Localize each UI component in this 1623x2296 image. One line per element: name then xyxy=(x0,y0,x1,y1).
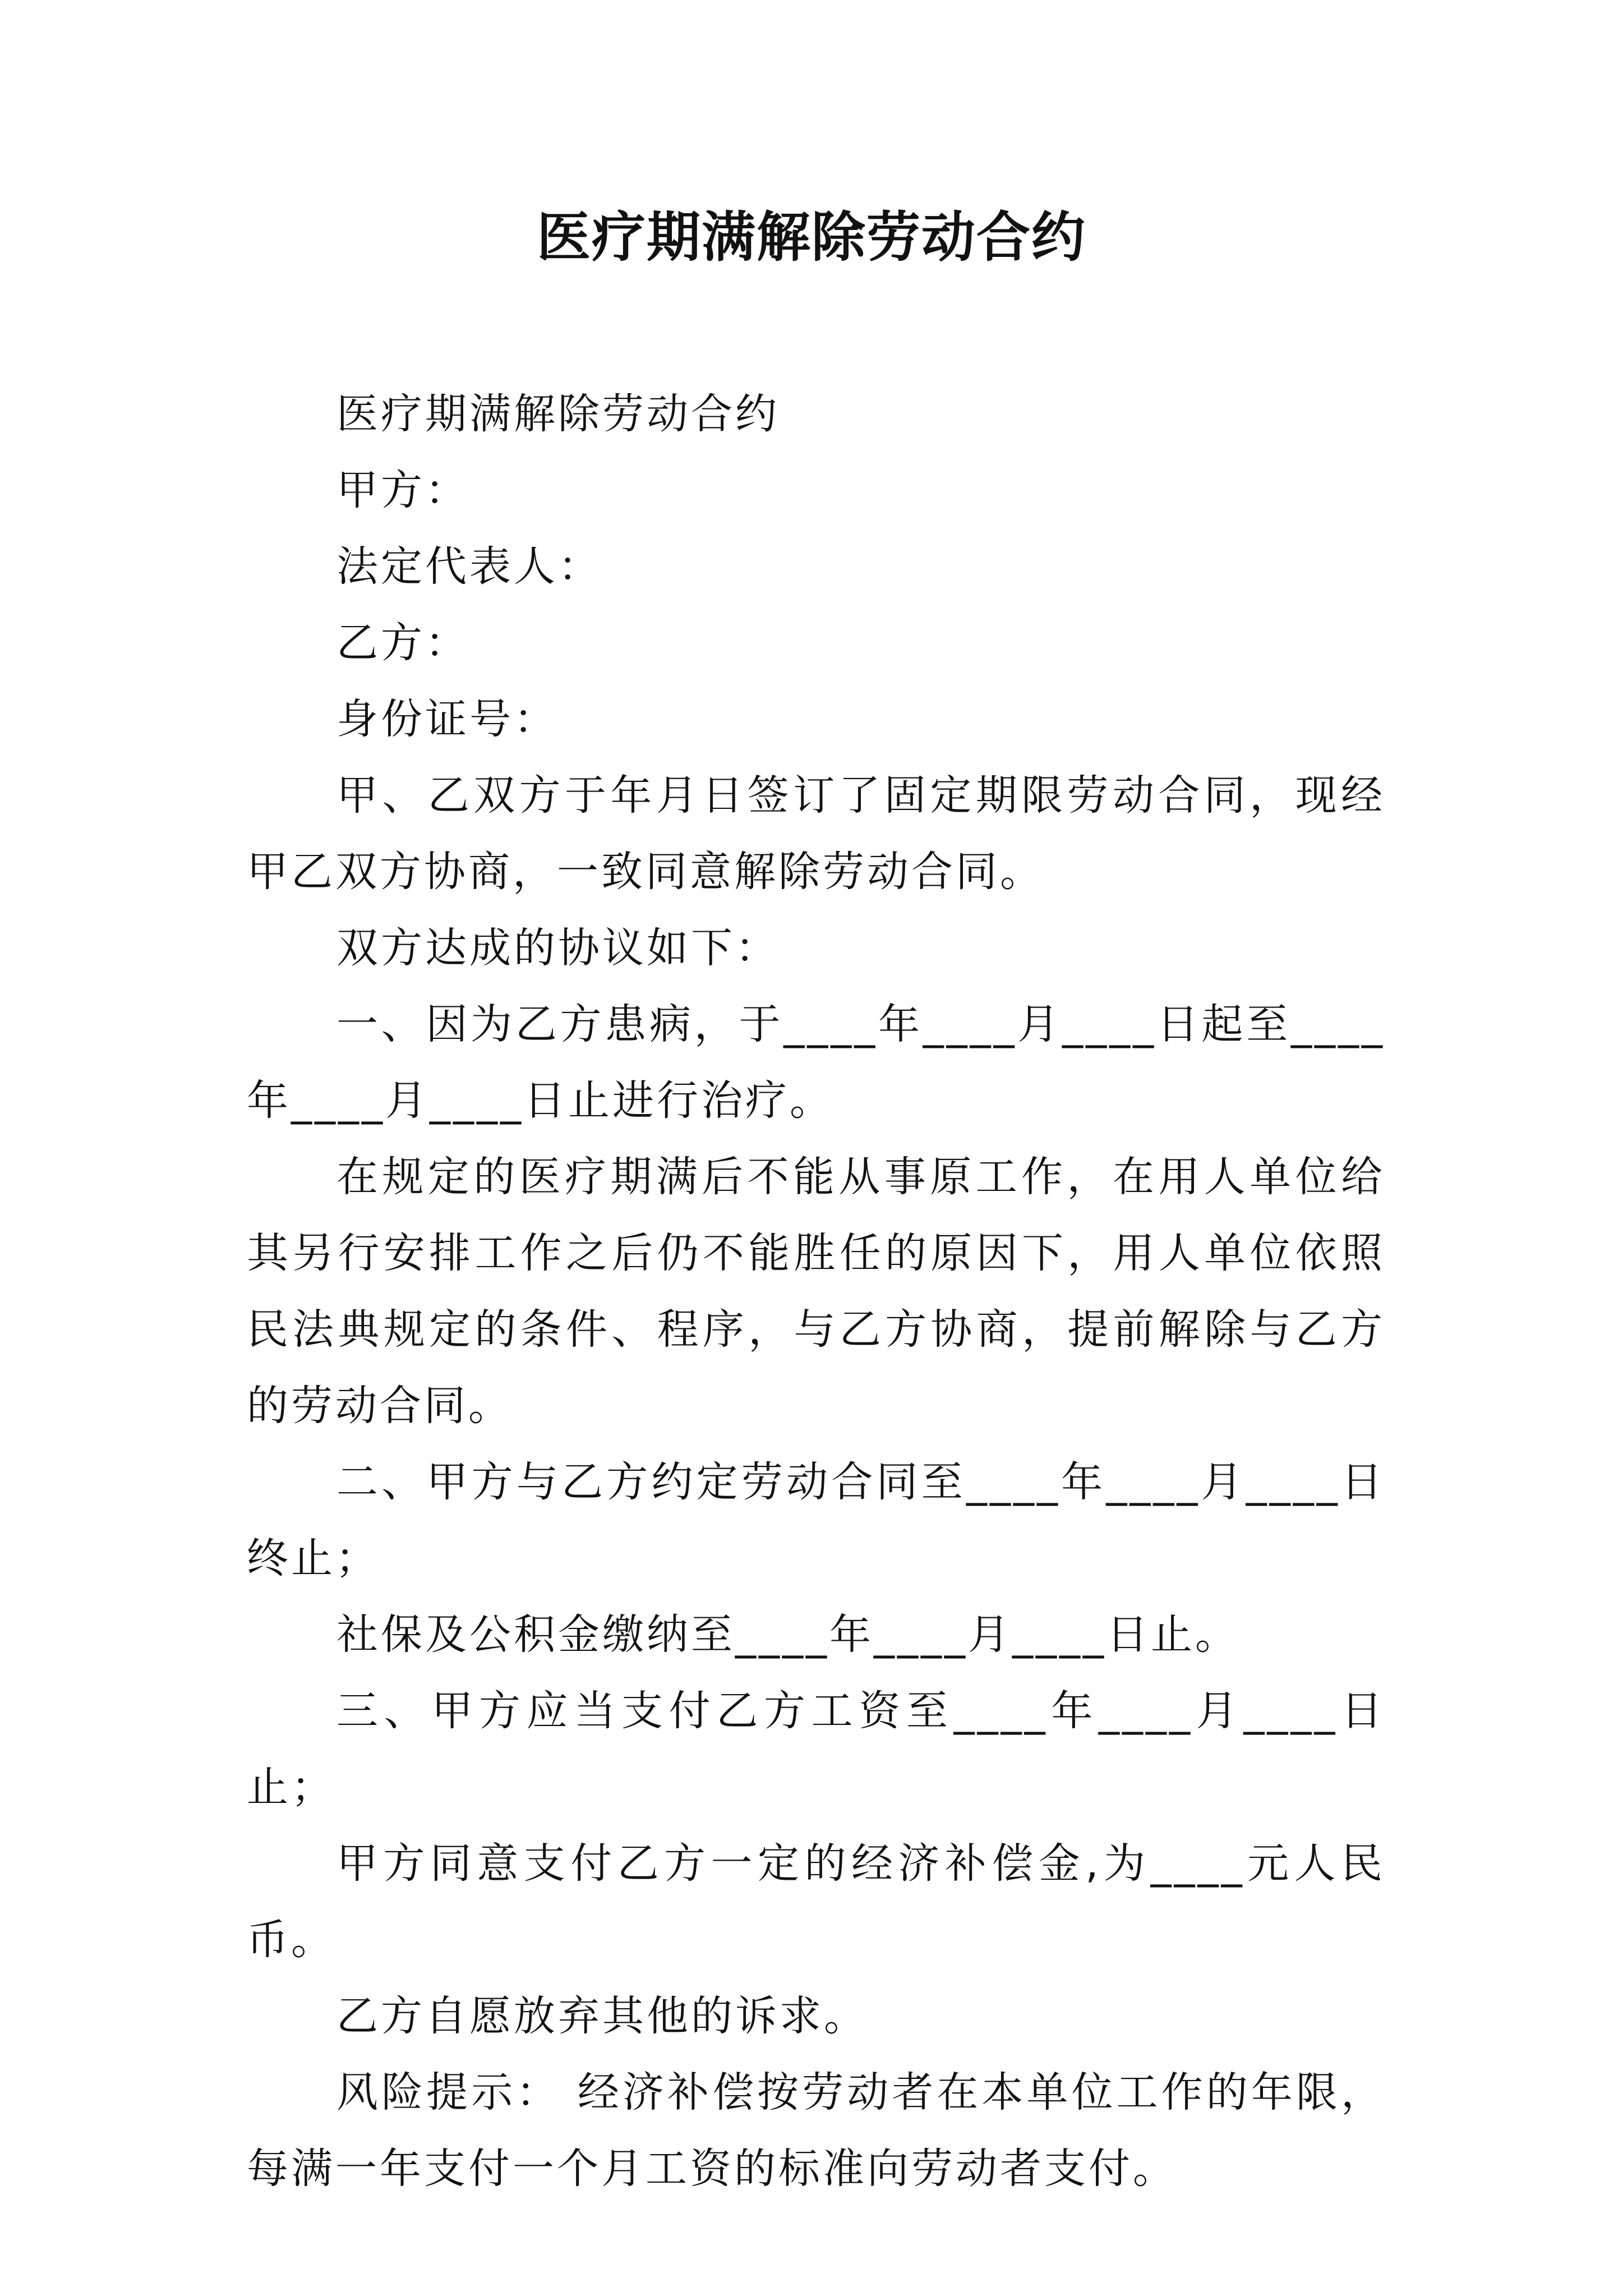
clause-two: 二、甲方与乙方约定劳动合同至____年____月____日终止； xyxy=(247,1458,1385,1582)
waiver-line: 乙方自愿放弃其他的诉求。 xyxy=(336,1992,868,2040)
document-title: 医疗期满解除劳动合约 xyxy=(537,205,1086,269)
legal-representative-line: 法定代表人： xyxy=(336,542,602,591)
clause-three: 三、甲方应当支付乙方工资至____年____月____日止； xyxy=(247,1687,1385,1811)
clause-one-detail: 在规定的医疗期满后不能从事原工作，在用人单位给其另行安排工作之后仍不能胜任的原因下，用人单位依照民法典规定的条件、程序，与乙方协商，提前解除与乙方的劳动合同。 xyxy=(247,1153,1385,1430)
id-number-line: 身份证号： xyxy=(336,695,558,743)
agreement-lead: 双方达成的协议如下： xyxy=(336,924,780,972)
document-body xyxy=(247,376,1385,2207)
party-a-line: 甲方： xyxy=(336,466,469,514)
party-b-line: 乙方： xyxy=(336,619,469,667)
compensation-line: 甲方同意支付乙方一定的经济补偿金,为____元人民币。 xyxy=(247,1839,1385,1964)
social-insurance-line: 社保及公积金缴纳至____年____月____日止。 xyxy=(336,1611,1239,1659)
intro-paragraph: 甲、乙双方于年月日签订了固定期限劳动合同，现经甲乙双方协商，一致同意解除劳动合同。 xyxy=(247,771,1385,896)
risk-warning: 风险提示： 经济补偿按劳动者在本单位工作的年限，每满一年支付一个月工资的标准向劳动者支付。 xyxy=(247,2068,1385,2193)
heading-line: 医疗期满解除劳动合约 xyxy=(336,390,780,438)
clause-one: 一、因为乙方患病，于____年____月____日起至____年____月____日止进行治疗。 xyxy=(247,1000,1385,1125)
